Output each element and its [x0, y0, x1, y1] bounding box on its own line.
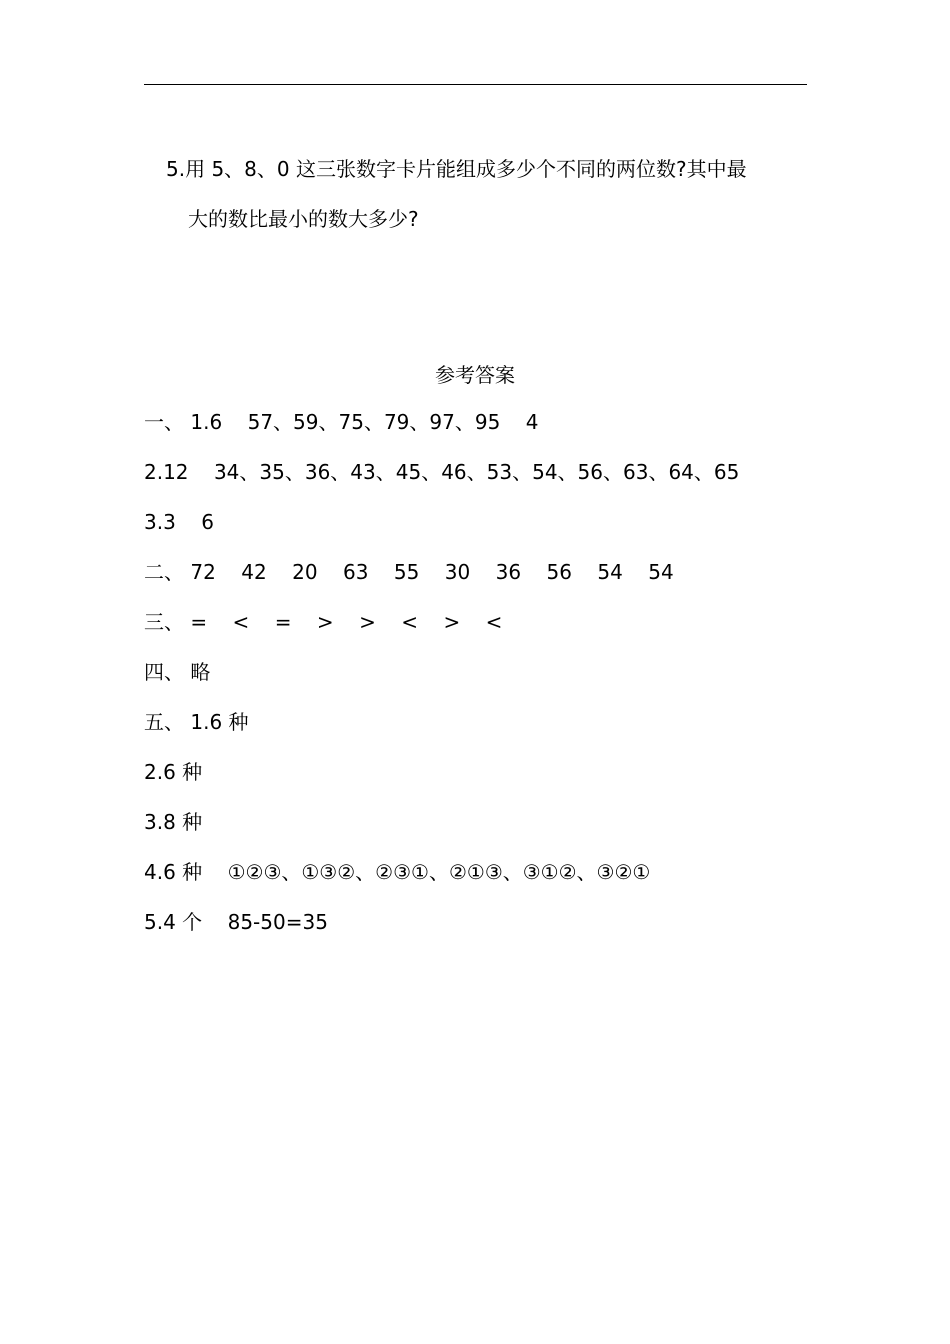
answer-key-title: 参考答案	[435, 363, 515, 387]
answer-line-2: 2.12 34、35、36、43、45、46、53、54、56、63、64、65	[144, 460, 740, 484]
answer-line-3: 3.3 6	[144, 510, 214, 534]
answer-line-9: 3.8 种	[144, 810, 203, 834]
answer-line-7: 五、 1.6 种	[144, 710, 249, 734]
question-5	[166, 156, 816, 232]
header-rule	[144, 84, 807, 85]
answer-line-6: 四、 略	[144, 660, 211, 684]
answer-line-4: 二、 72 42 20 63 55 30 36 56 54 54	[144, 560, 674, 584]
answer-line-10: 4.6 种 ①②③、①③②、②③①、②①③、③①②、③②①	[144, 860, 651, 884]
answer-line-5: 三、 = < = > > < > <	[144, 610, 503, 634]
answer-line-1: 一、 1.6 57、59、75、79、97、95 4	[144, 410, 539, 434]
question-text-line-2: 大的数比最小的数大多少?	[188, 207, 419, 231]
answer-line-11: 5.4 个 85-50=35	[144, 910, 328, 934]
question-text-line-1: 5.用 5、8、0 这三张数字卡片能组成多少个不同的两位数?其中最	[166, 157, 747, 181]
answer-key-list	[144, 408, 824, 958]
answer-line-8: 2.6 种	[144, 760, 203, 784]
